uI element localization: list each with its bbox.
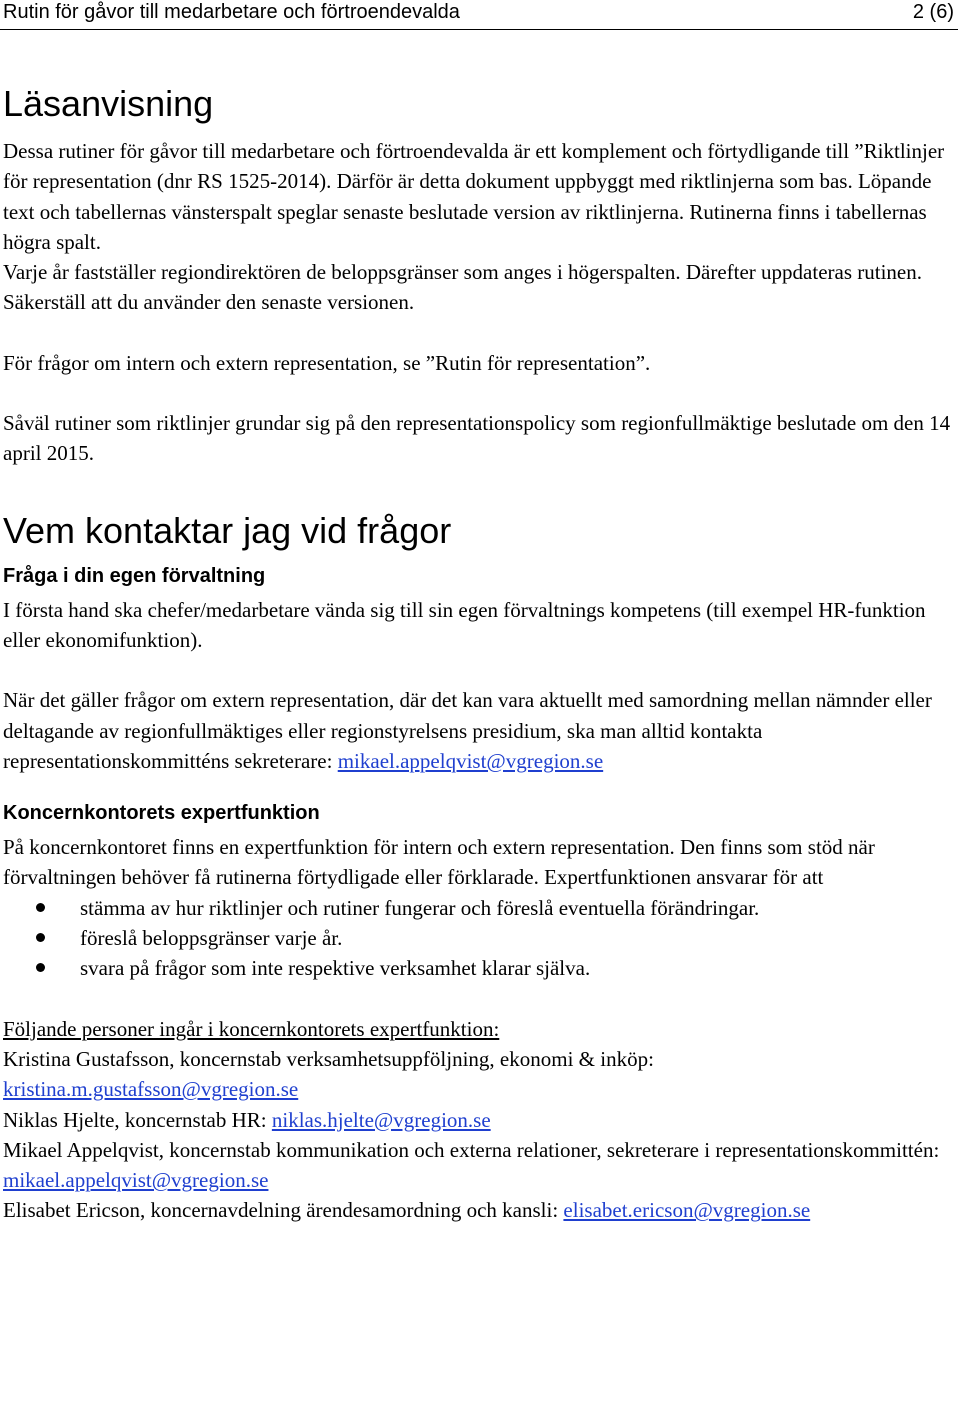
email-link-niklas[interactable]: niklas.hjelte@vgregion.se (271, 1107, 491, 1132)
extern-representation-text: När det gäller frågor om extern representation, där det kan vara aktuellt med samordning mellan nämnder eller deltagande av regionfullmäktiges eller regionstyrelsens presidium, ska man alltid kontakta representationskommitténs sekreterare: (3, 688, 932, 773)
section-vem-kontaktar (3, 509, 953, 1226)
subheading-expertfunktion: Koncernkontorets expertfunktion (3, 802, 320, 825)
subheading-egen-forvaltning: Fråga i din egen förvaltning (3, 564, 266, 587)
person-text: Elisabet Ericson, koncernavdelning ärendesamordning och kansli: (3, 1198, 564, 1223)
person-text: Kristina Gustafsson, koncernstab verksamhetsuppföljning, ekonomi & inköp: (3, 1046, 654, 1071)
bullet-icon (36, 963, 45, 972)
document-title: Rutin för gåvor till medarbetare och förtroendevalda (3, 1, 460, 23)
document-body (3, 82, 953, 1226)
responsibility-list (3, 893, 953, 984)
paragraph-expertfunktion-intro: På koncernkontoret finns en expertfunktion för intern och extern representation. Den finns som stöd när förvaltningen behöver få rutinerna förtydligade eller förklarade. Expertfunktionen ansvarar för att (3, 835, 875, 890)
person-text: Mikael Appelqvist, koncernstab kommunikation och externa relationer, sekreterare i representationskommittén: (3, 1137, 940, 1162)
bullet-icon (36, 903, 45, 912)
email-link-mikael[interactable]: mikael.appelqvist@vgregion.se (3, 1168, 269, 1193)
page-header (0, 0, 958, 30)
bullet-icon (36, 933, 45, 942)
page-number: 2 (6) (912, 1, 954, 23)
list-item (3, 953, 953, 983)
paragraph-intro: Dessa rutiner för gåvor till medarbetare och förtroendevalda är ett komplement och förtydligande till ”Riktlinjer för representation (dnr RS 1525-2014). Därför är detta dokument uppbyggt med riktlinjerna som bas. Löpande text och tabellernas vänsterspalt speglar senaste beslutade version av riktlinjerna. Rutinerna finns i tabellernas högra spalt. (3, 139, 945, 254)
paragraph-egen-forvaltning: I första hand ska chefer/medarbetare vända sig till sin egen förvaltnings kompetens (till exempel HR-funktion eller ekonomifunktion). (3, 597, 926, 652)
list-item (3, 923, 953, 953)
people-heading: Följande personer ingår i koncernkontorets expertfunktion: (3, 1016, 500, 1041)
heading-vem-kontaktar: Vem kontaktar jag vid frågor (3, 509, 452, 551)
list-item-text: stämma av hur riktlinjer och rutiner fungerar och föreslå eventuella förändringar. (80, 895, 760, 920)
paragraph-extern-representation (3, 685, 953, 776)
person-text: Niklas Hjelte, koncernstab HR: (3, 1107, 272, 1132)
paragraph-representation-reference: För frågor om intern och extern representation, se ”Rutin för representation”. (3, 350, 651, 375)
paragraph-beloppsgranser: Varje år fastställer regiondirektören de beloppsgränser som anges i högerspalten. Därefter uppdateras rutinen. Säkerställ att du använder den senaste versionen. (3, 260, 922, 315)
heading-lasanvisning: Läsanvisning (3, 83, 214, 124)
people-block (3, 1014, 953, 1226)
email-link-sekreterare[interactable]: mikael.appelqvist@vgregion.se (337, 748, 604, 773)
list-item-text: föreslå beloppsgränser varje år. (80, 926, 343, 951)
paragraph-policy: Såväl rutiner som riktlinjer grundar sig på den representationspolicy som regionfullmäktige beslutade om den 14 april 2015. (3, 411, 951, 466)
email-link-kristina[interactable]: kristina.m.gustafsson@vgregion.se (3, 1077, 299, 1102)
section-lasanvisning (3, 82, 953, 469)
list-item-text: svara på frågor som inte respektive verksamhet klarar själva. (80, 956, 591, 981)
email-link-elisabet[interactable]: elisabet.ericson@vgregion.se (563, 1198, 811, 1223)
list-item (3, 893, 953, 923)
